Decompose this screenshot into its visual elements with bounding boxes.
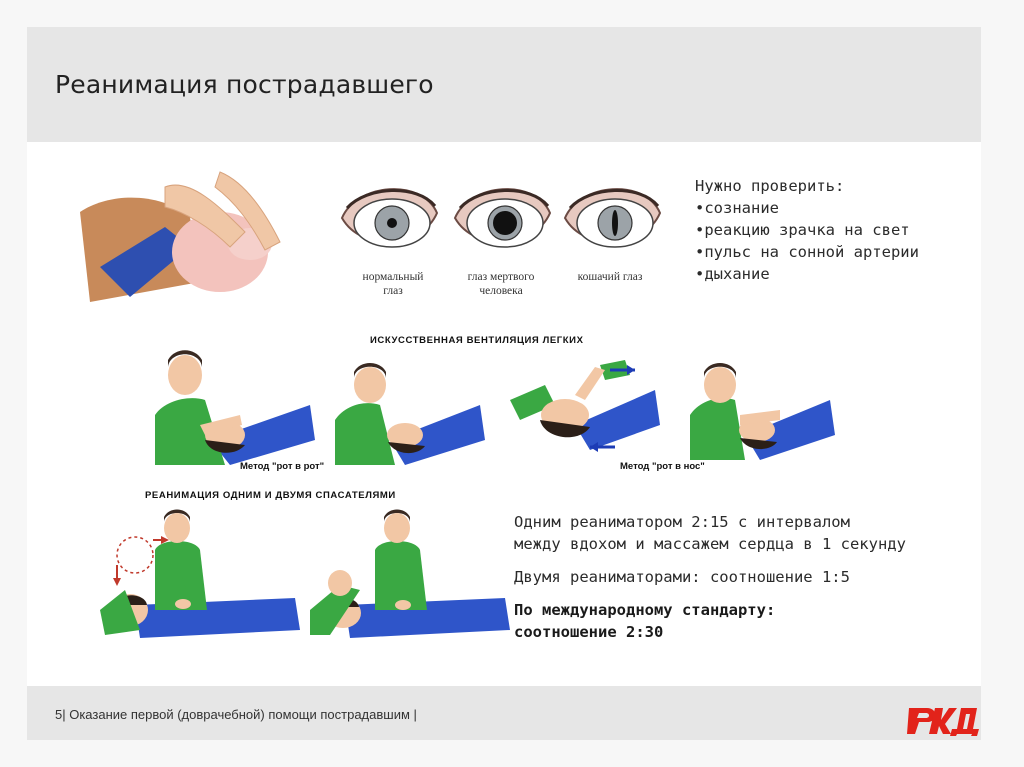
international-standard-text [514, 599, 775, 643]
check-list [695, 175, 919, 285]
cat-eye-illustration [560, 178, 666, 258]
standard-line1: По международному стандарту: [514, 601, 776, 619]
check-item: •пульс на сонной артерии [695, 243, 919, 261]
normal-eye-illustration [337, 178, 443, 258]
ventilation-title: ИСКУССТВЕННАЯ ВЕНТИЛЯЦИЯ ЛЕГКИХ [370, 335, 584, 346]
dead-eye-caption-line1: глаз мертвого [467, 271, 535, 283]
cpr-one-rescuer-illustration [95, 510, 305, 645]
cat-eye-caption [560, 270, 660, 284]
check-item: •дыхание [695, 265, 770, 283]
pulse-check-illustration [70, 172, 290, 312]
check-heading: Нужно проверить: [695, 177, 845, 195]
two-rescuers-text: Двумя реаниматорами: соотношение 1:5 [514, 568, 850, 586]
method-mouth-to-nose: Метод "рот в нос" [620, 461, 705, 472]
ventilation-panel-3 [505, 355, 665, 455]
normal-eye-caption-line1: нормальный [362, 271, 424, 283]
ventilation-panel-2 [330, 360, 490, 465]
dead-eye-illustration [450, 178, 556, 258]
method-mouth-to-mouth: Метод "рот в рот" [240, 461, 325, 472]
ventilation-panel-1 [150, 345, 320, 465]
one-rescuer-line2: между вдохом и массажем сердца в 1 секунду [514, 535, 906, 553]
resuscitation-title: РЕАНИМАЦИЯ ОДНИМ И ДВУМЯ СПАСАТЕЛЯМИ [145, 490, 396, 501]
normal-eye-caption-line2: глаз [383, 285, 403, 297]
normal-eye-caption [343, 270, 443, 298]
check-item: •реакцию зрачка на свет [695, 221, 910, 239]
dead-eye-caption [446, 270, 556, 298]
cat-eye-caption-line1: кошачий глаз [577, 271, 643, 283]
one-rescuer-line1: Одним реаниматором 2:15 с интервалом [514, 513, 850, 531]
slide-title: Реанимация пострадавшего [55, 70, 434, 99]
ventilation-panel-4 [685, 360, 840, 460]
cpr-two-rescuers-illustration [305, 515, 515, 645]
one-rescuer-text [514, 511, 906, 555]
footer-text: 5| Оказание первой (доврачебной) помощи пострадавшим | [55, 707, 417, 722]
check-item: •сознание [695, 199, 779, 217]
rzd-logo-icon [905, 702, 983, 738]
dead-eye-caption-line2: человека [479, 285, 523, 297]
standard-line2: соотношение 2:30 [514, 623, 664, 641]
